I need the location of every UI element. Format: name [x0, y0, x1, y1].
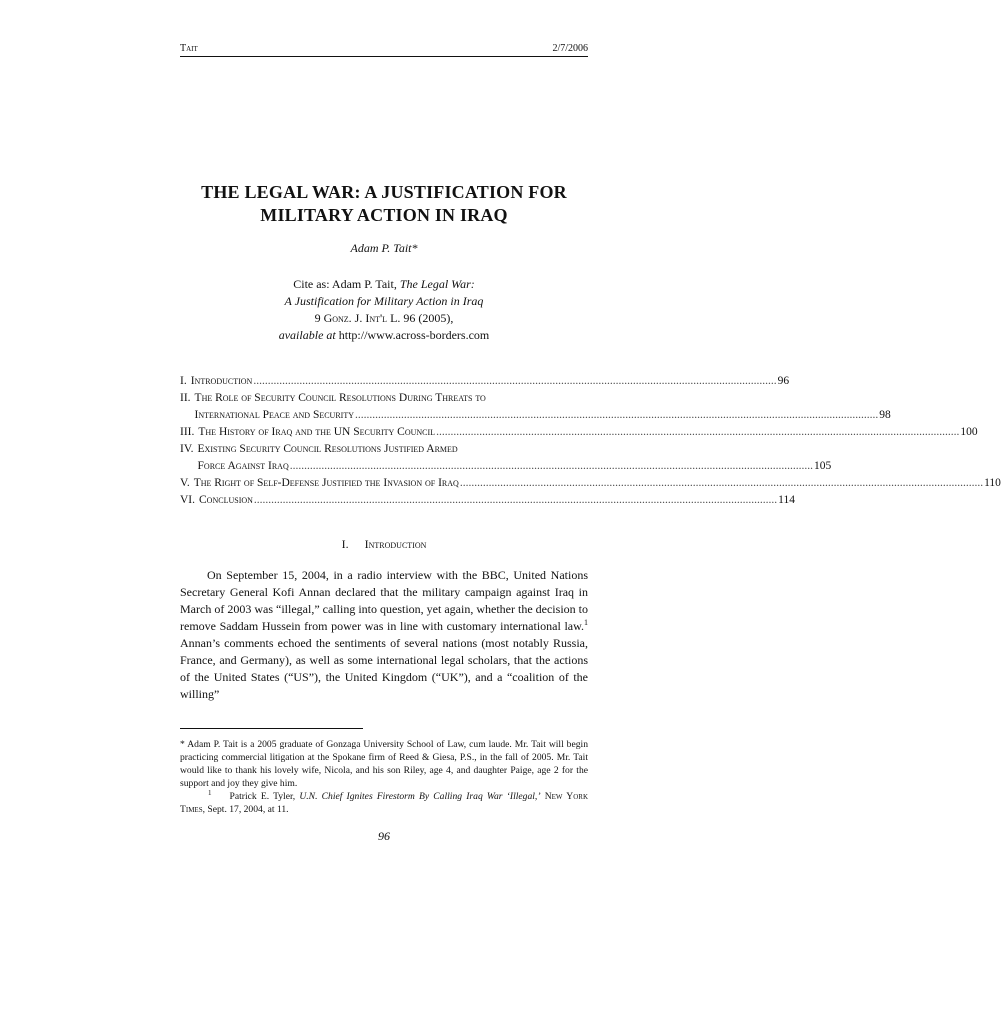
toc-dot-leader — [355, 407, 878, 424]
toc-entry-page: 98 — [879, 409, 891, 421]
citation-journal: Gonz. J. Int'l L. — [323, 311, 401, 325]
toc-entry-number: V. — [180, 477, 190, 489]
header-date: 2/7/2006 — [552, 43, 588, 54]
citation-url[interactable]: http://www.across-borders.com — [338, 328, 490, 342]
toc-entry-title: International Peace and Security — [194, 409, 354, 421]
toc-entry-body — [198, 424, 977, 441]
citation-title-part1: The Legal War: — [399, 277, 475, 291]
footnote-1 — [180, 790, 588, 816]
section-number: I. — [341, 537, 349, 551]
toc-entry-number: II. — [180, 392, 191, 404]
toc-entry-line — [191, 373, 789, 390]
toc-entry[interactable] — [180, 424, 978, 441]
page-number: 96 — [378, 829, 390, 843]
toc-dot-leader — [254, 492, 777, 509]
title-line-1: THE LEGAL WAR: A JUSTIFICATION FOR — [201, 182, 567, 202]
footnotes — [180, 738, 588, 816]
citation-line-4 — [180, 327, 588, 344]
toc-entry-title: The History of Iraq and the UN Security Council — [198, 426, 436, 438]
toc-entry-body — [198, 441, 832, 475]
footnote-1-mark: 1 — [208, 788, 212, 797]
table-of-contents — [180, 373, 1001, 509]
toc-entry-title: The Right of Self-Defense Justified the Invasion of Iraq — [193, 477, 459, 489]
footnote-1-source: New York Times — [180, 791, 589, 815]
footnote-star: * Adam P. Tait is a 2005 graduate of Gonzaga University School of Law, cum laude. Mr. Tait will begin practicing commercial litigation at the Spokane firm of Reed & Giesa, P.S., in the fall of 2005. Mr. Tait would like to thank his lovely wife, Nicola, and his son Riley, age 4, and daughter Paige, age 2 for the support and joy they give him. — [180, 739, 588, 789]
toc-entry-line — [199, 492, 795, 509]
citation-line-2 — [180, 293, 588, 310]
toc-dot-leader — [460, 475, 983, 492]
toc-entry-page: 110 — [984, 477, 1001, 489]
toc-entry[interactable] — [180, 475, 1001, 492]
toc-entry-body — [194, 475, 1001, 492]
toc-entry-number: I. — [180, 375, 187, 387]
toc-entry[interactable] — [180, 441, 832, 475]
citation-pages: 96 (2005), — [403, 311, 454, 325]
body-text-a: On September 15, 2004, in a radio interview with the BBC, United Nations Secretary General Kofi Annan declared that the military campaign against Iraq in March of 2003 was “illegal,” calling into question, yet again, whether the decision to remove Saddam Hussein from power was in line with customary international law. — [180, 568, 588, 633]
toc-entry-number: III. — [180, 426, 195, 438]
toc-entry-number: IV. — [180, 443, 194, 455]
toc-entry-page: 114 — [778, 494, 795, 506]
toc-entry[interactable] — [180, 492, 795, 509]
section-heading — [180, 537, 588, 552]
title-line-2: MILITARY ACTION IN IRAQ — [260, 205, 508, 225]
toc-entry[interactable] — [180, 390, 891, 424]
toc-entry-body — [195, 390, 891, 424]
footnote-ref-1[interactable]: 1 — [584, 618, 588, 627]
citation-block — [180, 276, 588, 344]
toc-entry-body — [199, 492, 795, 509]
running-header — [180, 43, 588, 57]
article-title — [150, 181, 618, 227]
citation-line-3 — [180, 310, 588, 327]
body-paragraph — [180, 567, 588, 703]
toc-entry-page: 100 — [960, 426, 978, 438]
toc-entry-title: Conclusion — [199, 494, 253, 506]
footnote-1-author: Patrick E. Tyler, — [229, 791, 300, 802]
toc-entry-number: VI. — [180, 494, 196, 506]
toc-entry-line — [195, 390, 891, 407]
toc-dot-leader — [253, 373, 776, 390]
footnote-divider — [180, 728, 363, 729]
toc-entry-title: The Role of Security Council Resolutions During Threats to — [194, 392, 486, 404]
citation-volume: 9 — [314, 311, 321, 325]
toc-entry-page: 105 — [814, 460, 832, 472]
toc-entry-line — [195, 407, 891, 424]
toc-entry-line — [198, 441, 832, 458]
citation-title-part2: A Justification for Military Action in Iraq — [284, 294, 484, 308]
toc-entry[interactable] — [180, 373, 790, 390]
toc-entry-line — [198, 458, 832, 475]
footnote-1-rest: , Sept. 17, 2004, at 11. — [202, 804, 289, 815]
section-title: Introduction — [364, 537, 427, 551]
toc-entry-page: 96 — [777, 375, 790, 387]
citation-line-1 — [180, 276, 588, 293]
toc-entry-line — [198, 424, 977, 441]
toc-dot-leader — [290, 458, 813, 475]
toc-entry-title: Introduction — [190, 375, 253, 387]
toc-dot-leader — [436, 424, 959, 441]
citation-prefix: Cite as: Adam P. Tait, — [293, 277, 400, 291]
footnote-1-title: U.N. Chief Ignites Firestorm By Calling Iraq War ‘Illegal,’ — [299, 791, 541, 802]
author-name: Adam P. Tait* — [350, 241, 418, 255]
body-text-b: Annan’s comments echoed the sentiments of several nations (most notably Russia, France, and Germany), as well as some international legal scholars, that the actions of the United States (“US”), the United Kingdom (“UK”), and a “coalition of the willing” — [180, 636, 588, 701]
toc-entry-title: Force Against Iraq — [197, 460, 289, 472]
toc-entry-body — [191, 373, 789, 390]
toc-entry-line — [194, 475, 1001, 492]
header-author: Tait — [180, 43, 198, 54]
citation-available-label: available at — [278, 328, 336, 342]
toc-entry-title: Existing Security Council Resolutions Justified Armed — [197, 443, 458, 455]
